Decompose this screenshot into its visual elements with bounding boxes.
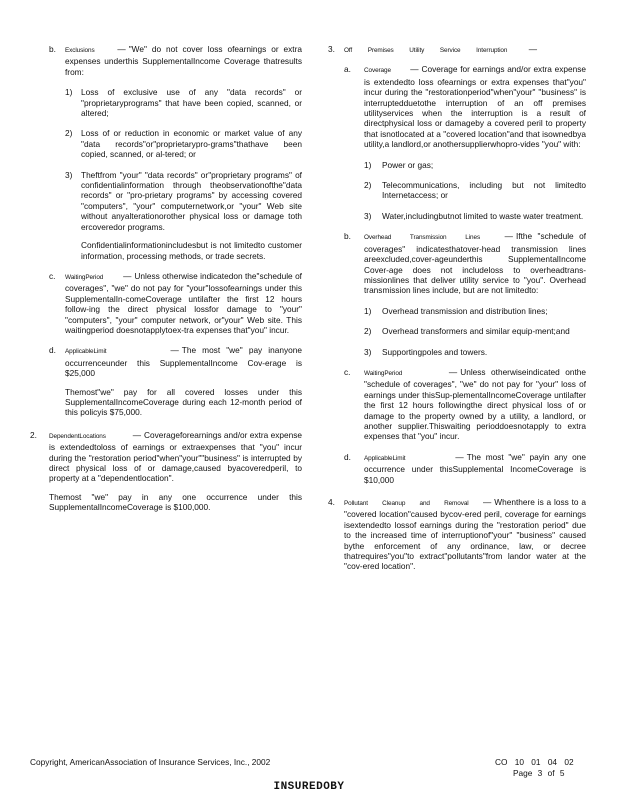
overhead-lines-label: b. — [344, 231, 351, 242]
utility-coverage-section: a. Coverage — Coverage for earnings and/or extra expense is extendedto loss ofearnings or extra expenses that"you" incur during the "restorationperiod"when"your" "business" is interruptedduetothe interruption of an off premises utilityservices when the interruption is a result of directphysical loss or damageby a covered peril to property that isnotlocated at a "covered location"and that isownedbya utility,a landlord,or anothersupplierwhopro-vides "you" with: — [344, 64, 586, 150]
dependent-locations-limit-note: Themost "we" pay in any one occurrence under this SupplementalIncomeCoverage is $100,000. — [49, 491, 302, 513]
utility-waiting-period-label: c. — [344, 366, 351, 377]
dependent-locations-label: 2. — [30, 429, 37, 440]
pollutant-cleanup-section: 4. Pollutant Cleanup and Removal — Whenthere is a loss to a "covered location"caused bycov-ered peril, coverage for earnings isextendedto lossof earnings during the "restoration period" due to the increased time of interruptionof"your" "business" caused bythe enforcement of any ordinance, law, or decree thatrequires"you"to extract"pollutants"from landor water at the "cov-ered location". — [328, 497, 586, 572]
overhead-lines-item-text: Supportingpoles and towers. — [382, 346, 488, 357]
utility-applicable-limit-label: d. — [344, 451, 351, 462]
right-column — [328, 44, 586, 582]
overhead-lines-heading: Overhead Transmission Lines — [364, 234, 481, 242]
exclusions-intro: "We" do not cover loss ofearnings or extra expenses underthis SupplementalIncome Coverage thatresults from: — [65, 44, 302, 77]
utility-coverage-text: Coverage for earnings and/or extra expense is extendedto loss ofearnings or extra expenses that"you" incur during the "restorationperiod"when"your" "business" is interruptedduetothe interruption of an off premises utilityservices when the interruption is a result of directphysical loss or damageby a covered peril to property that isnotlocated at a "covered location"and that isownedbya utility,a landlord,or anothersupplierwhopro-vides "you" with: — [364, 64, 586, 150]
exclusions-heading: Exclusions — [65, 47, 95, 54]
footer-form-info — [495, 757, 574, 778]
exclusion-item-text: Theftfrom "your" "data records" or"proprietary programs" of confidentialinformation through theobservationofthe"data records" or "pro-prietary programs" by accessing covered "computers", "your" computernetwork,or "your" Web site without anyalterationorother physical loss or damage toth ercoveredor programs. — [81, 169, 302, 232]
utility-interruption-label: 3. — [328, 44, 335, 54]
exclusion-item-text: Loss of or reduction in economic or market value of any "data records"or"proprietarypro-grams"thathave been copied, scanned, or al-tered; or — [81, 128, 302, 160]
left-column — [30, 44, 302, 523]
utility-waiting-period-heading: WaitingPeriod — [364, 369, 403, 377]
utility-waiting-period-text: Unless otherwiseindicated onthe "schedule of coverages", "we" do not pay for "your" loss of earnings under thisSup-plementalIncomeCoverage untilafter the first 12 hours followingthe direct physical loss of or damage to the property owned by a utility, a landlord, or another supplier.Thiswaiting perioddoesnotapply to extra expenses that "you" incur. — [364, 366, 586, 442]
utility-coverage-heading: Coverage — [364, 67, 391, 75]
utility-service-item — [364, 160, 586, 170]
applicable-limit-section: d. ApplicableLimit — The most "we" pay inanyone occurrenceunder this SupplementalIncome Cov-erage is $25,000 Themost"we" pay for all covered losses under this SupplementalIncomeCoverage during each 12-month period of this policyis $75,000. — [49, 345, 302, 418]
utility-service-item-text: Water,includingbutnot limited to waste water treatment. — [382, 210, 584, 221]
dependent-locations-heading: DependentLocations — [49, 432, 106, 440]
confidential-info-note: Confidentialinformationincludesbut is not limitedto customer information, processing methods, or trade secrets. — [81, 240, 302, 261]
exclusion-item-label: 3) — [65, 169, 73, 180]
footer-copyright: Copyright, AmericanAssociation of Insurance Services, Inc., 2002 — [30, 757, 271, 767]
overhead-lines-item — [364, 347, 586, 357]
utility-interruption-heading: Off Premises Utility Service Interruption — [344, 47, 508, 54]
overhead-lines-item-label: 2) — [364, 326, 372, 337]
utility-service-item-text: Power or gas; — [382, 159, 434, 170]
exclusion-item — [65, 87, 302, 118]
utility-service-item — [364, 180, 586, 201]
overhead-lines-item-text: Overhead transmission and distribution lines; — [382, 305, 548, 316]
overhead-lines-text: Ifthe "schedule of coverages" indicatesthatover-head transmission lines areexcluded,cover-ageunderthis SupplementalIncome Cover-age does not includeloss to overheadtrans-missionlines that deliver utility service to "you". Overhead transmission lines include, but are not limitedto: — [364, 231, 586, 296]
utility-service-item-label: 2) — [364, 180, 372, 191]
overhead-lines-section: b. Overhead Transmission Lines — Ifthe "schedule of coverages" indicatesthatover-head transmission lines areexcluded,cover-ageunderthis SupplementalIncome Cover-age does not includeloss to overheadtrans-missionlines that deliver utility service to "you". Overhead transmission lines include, but are not limitedto: — [344, 231, 586, 296]
utility-applicable-limit-text: The most "we" payin any one occurrence under thisSupplemental IncomeCoverage is $10,000 — [364, 451, 586, 485]
form-number: CO 10 01 04 02 — [495, 757, 574, 767]
brand-watermark: INSUREDOBY — [273, 781, 345, 793]
overhead-lines-item — [364, 306, 586, 316]
page-number: Page 3 of 5 — [513, 767, 565, 778]
exclusion-item-label: 2) — [65, 128, 73, 139]
utility-interruption-section: 3. Off Premises Utility Service Interruption — — [328, 44, 538, 54]
utility-service-item-text: Telecommunications, including but not limitedto Internetaccess; or — [382, 180, 586, 201]
applicable-limit-heading: ApplicableLimit — [65, 348, 107, 356]
exclusion-item — [65, 170, 302, 232]
waiting-period-heading: WaitingPeriod — [65, 273, 104, 281]
dependent-locations-section: 2. DependentLocations — Coverageforearnings and/or extra expense is extendedtoloss of earnings or extraexpenses that "you" incur during the "restoration period"when"your""business" is interrupted by direct physical loss of or damage,caused byacoveredperil, to property at a "dependentlocation". Themost "we" pay in any one occurrence under this SupplementalIncomeCoverage is $100,000. — [30, 429, 302, 513]
exclusion-item-label: 1) — [65, 87, 73, 98]
overhead-lines-item-label: 3) — [364, 346, 372, 357]
utility-coverage-label: a. — [344, 64, 351, 75]
overhead-lines-item-label: 1) — [364, 305, 372, 316]
dependent-locations-text: Coverageforearnings and/or extra expense is extendedtoloss of earnings or extraexpenses that "you" incur during the "restoration period"when"your""business" is interrupted by direct physical loss of or damage,caused byacoveredperil, to property at a "dependentlocation". — [49, 429, 302, 484]
exclusions-section: b. Exclusions — "We" do not cover loss ofearnings or extra expenses underthis SupplementalIncome Coverage thatresults from: — [49, 44, 302, 77]
waiting-period-section: c. WaitingPeriod — Unless otherwise indicatedon the"schedule of coverages", "we" do not pay for "your"lossofearnings under this SupplementalIn-comeCoverage untilafter the first 12 hours follow-ing the direct physical lossfor damage to "your" "computers", "your" computer network, or"your" Web site. This waitingperiod doesnotapplytoex-tra expenses that"you" incur. — [49, 270, 302, 335]
utility-applicable-limit-heading: ApplicableLimit — [364, 454, 406, 462]
utility-service-item-label: 1) — [364, 159, 372, 170]
pollutant-cleanup-label: 4. — [328, 497, 335, 507]
applicable-limit-label: d. — [49, 345, 56, 356]
utility-applicable-limit-section: d. ApplicableLimit — The most "we" payin any one occurrence under thisSupplemental IncomeCoverage is $10,000 — [344, 451, 586, 485]
annual-limit-note: Themost"we" pay for all covered losses under this SupplementalIncomeCoverage during each 12-month period of this policyis $75,000. — [65, 386, 302, 418]
waiting-period-text: Unless otherwise indicatedon the"schedule of coverages", "we" do not pay for "your"lossofearnings under this SupplementalIn-comeCoverage untilafter the first 12 hours follow-ing the direct physical lossfor damage to "your" "computers", "your" computer network, or"your" Web site. This waitingperiod doesnotapplytoex-tra expenses that"you" incur. — [65, 270, 302, 335]
applicable-limit-text: The most "we" pay inanyone occurrenceunder this SupplementalIncome Cov-erage is $25,000 — [65, 345, 302, 379]
waiting-period-label: c. — [49, 270, 56, 281]
exclusion-item-text: Loss of exclusive use of any "data records" or "proprietaryprograms" that have been copied, scanned, or altered; — [81, 87, 302, 119]
pollutant-cleanup-text: Whenthere is a loss to a "covered location"caused bycov-ered peril, coverage for earnings isextendedto lossof earnings during the "restoration period" due to the increased time of interruptionof"your" "business" caused bythe enforcement of any ordinance, law, or decree thatrequires"you"to extract"pollutants"from landor water at the "cov-ered location". — [344, 497, 586, 572]
overhead-lines-item-text: Overhead transformers and similar equip-ment;and — [382, 326, 570, 337]
utility-service-item-label: 3) — [364, 210, 372, 221]
overhead-lines-item — [364, 326, 586, 336]
exclusion-item — [65, 128, 302, 159]
exclusions-label: b. — [49, 44, 56, 54]
pollutant-cleanup-heading: Pollutant Cleanup and Removal — [344, 500, 469, 507]
utility-service-item — [364, 211, 586, 221]
utility-waiting-period-section: c. WaitingPeriod — Unless otherwiseindicated onthe "schedule of coverages", "we" do not pay for "your" loss of earnings under thisSup-plementalIncomeCoverage untilafter the first 12 hours followingthe direct physical loss of or damage to the property owned by a utility, a landlord, or another supplier.Thiswaiting perioddoesnotapply to extra expenses that "you" incur. — [344, 366, 586, 442]
